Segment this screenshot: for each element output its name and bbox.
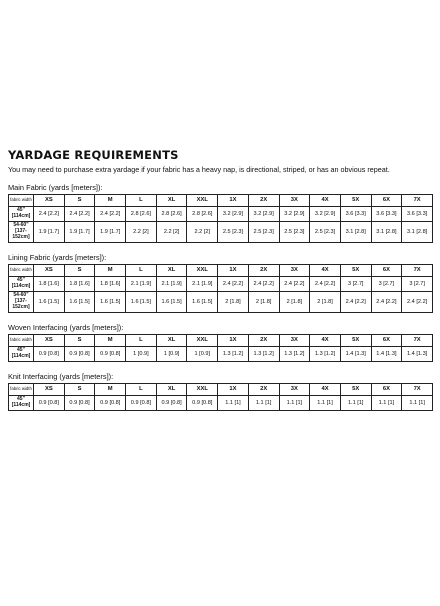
yardage-cell: 1.1 [1] bbox=[279, 396, 310, 411]
yardage-cell: 2.4 [2.2] bbox=[218, 277, 249, 292]
yardage-cell: 0.9 [0.8] bbox=[34, 396, 65, 411]
yardage-cell: 1.6 [1.5] bbox=[187, 292, 218, 313]
yardage-cell: 1.8 [1.6] bbox=[64, 277, 95, 292]
size-header: L bbox=[126, 195, 157, 207]
yardage-cell: 3.1 [2.8] bbox=[402, 222, 433, 243]
fabric-width-cell: 45" [114cm] bbox=[9, 207, 34, 222]
yardage-cell: 1.1 [1] bbox=[402, 396, 433, 411]
size-header: L bbox=[126, 265, 157, 277]
size-header: 1X bbox=[218, 384, 249, 396]
yardage-cell: 1.3 [1.2] bbox=[218, 347, 249, 362]
yardage-cell: 2.4 [2.2] bbox=[310, 277, 341, 292]
yardage-cell: 1.6 [1.5] bbox=[34, 292, 65, 313]
yardage-cell: 2.4 [2.2] bbox=[95, 207, 126, 222]
yardage-cell: 3.6 [3.3] bbox=[402, 207, 433, 222]
size-header: S bbox=[64, 265, 95, 277]
size-header: 7X bbox=[402, 265, 433, 277]
size-header: S bbox=[64, 195, 95, 207]
yardage-cell: 3.1 [2.8] bbox=[340, 222, 371, 243]
size-header: 2X bbox=[248, 335, 279, 347]
size-header: XS bbox=[34, 335, 65, 347]
table-row bbox=[9, 292, 433, 313]
yardage-cell: 3.6 [3.3] bbox=[340, 207, 371, 222]
yardage-cell: 2.4 [2.2] bbox=[248, 277, 279, 292]
size-header: XXL bbox=[187, 265, 218, 277]
fabric-width-cell: 54-60" [137-152cm] bbox=[9, 292, 34, 313]
size-header: 1X bbox=[218, 195, 249, 207]
table-row bbox=[9, 207, 433, 222]
size-header: M bbox=[95, 335, 126, 347]
size-header: XL bbox=[156, 384, 187, 396]
size-header: S bbox=[64, 335, 95, 347]
size-header: 3X bbox=[279, 335, 310, 347]
size-header: S bbox=[64, 384, 95, 396]
yardage-table bbox=[8, 383, 433, 411]
yardage-cell: 2.2 [2] bbox=[156, 222, 187, 243]
size-header: 5X bbox=[340, 265, 371, 277]
size-header: L bbox=[126, 335, 157, 347]
yardage-cell: 3.2 [2.9] bbox=[248, 207, 279, 222]
size-header: 1X bbox=[218, 335, 249, 347]
size-header: 7X bbox=[402, 384, 433, 396]
yardage-cell: 2 [1.8] bbox=[248, 292, 279, 313]
yardage-cell: 2.1 [1.9] bbox=[187, 277, 218, 292]
yardage-cell: 1.1 [1] bbox=[218, 396, 249, 411]
yardage-cell: 2 [1.8] bbox=[279, 292, 310, 313]
yardage-cell: 2.4 [2.2] bbox=[64, 207, 95, 222]
yardage-cell: 1.1 [1] bbox=[248, 396, 279, 411]
yardage-cell: 1.6 [1.5] bbox=[95, 292, 126, 313]
table-row bbox=[9, 347, 433, 362]
yardage-cell: 2.1 [1.9] bbox=[156, 277, 187, 292]
page-subtitle: You may need to purchase extra yardage if your fabric has a heavy nap, is directional, striped, or has an obvious repeat. bbox=[8, 165, 390, 174]
yardage-table bbox=[8, 194, 433, 243]
size-header: 6X bbox=[371, 195, 402, 207]
size-header: 4X bbox=[310, 195, 341, 207]
yardage-cell: 2.4 [2.2] bbox=[34, 207, 65, 222]
yardage-cell: 3 [2.7] bbox=[340, 277, 371, 292]
size-header: 6X bbox=[371, 265, 402, 277]
yardage-cell: 2.5 [2.3] bbox=[218, 222, 249, 243]
size-header: XL bbox=[156, 195, 187, 207]
yardage-cell: 0.9 [0.8] bbox=[126, 396, 157, 411]
yardage-cell: 2.8 [2.6] bbox=[187, 207, 218, 222]
yardage-cell: 0.9 [0.8] bbox=[64, 347, 95, 362]
size-header: L bbox=[126, 384, 157, 396]
yardage-cell: 1.1 [1] bbox=[310, 396, 341, 411]
yardage-cell: 1 [0.9] bbox=[187, 347, 218, 362]
yardage-cell: 1.9 [1.7] bbox=[64, 222, 95, 243]
fabric-width-cell: 54-60" [137-152cm] bbox=[9, 222, 34, 243]
yardage-cell: 1.8 [1.6] bbox=[95, 277, 126, 292]
table-header-row bbox=[9, 335, 433, 347]
yardage-cell: 0.9 [0.8] bbox=[64, 396, 95, 411]
size-header: 4X bbox=[310, 335, 341, 347]
yardage-cell: 1.6 [1.5] bbox=[126, 292, 157, 313]
yardage-cell: 1.1 [1] bbox=[340, 396, 371, 411]
size-header: 3X bbox=[279, 265, 310, 277]
yardage-cell: 2.1 [1.9] bbox=[126, 277, 157, 292]
size-header: M bbox=[95, 265, 126, 277]
size-header: 6X bbox=[371, 335, 402, 347]
yardage-cell: 1.4 [1.3] bbox=[402, 347, 433, 362]
table-header-row bbox=[9, 384, 433, 396]
size-header: 4X bbox=[310, 265, 341, 277]
fabric-width-header: fabric width bbox=[9, 195, 34, 207]
yardage-cell: 1.3 [1.2] bbox=[310, 347, 341, 362]
fabric-width-header: fabric width bbox=[9, 384, 34, 396]
yardage-cell: 2.8 [2.6] bbox=[156, 207, 187, 222]
yardage-cell: 0.9 [0.8] bbox=[34, 347, 65, 362]
size-header: 2X bbox=[248, 384, 279, 396]
yardage-sections bbox=[8, 183, 433, 411]
yardage-cell: 3.2 [2.9] bbox=[218, 207, 249, 222]
table-row bbox=[9, 222, 433, 243]
yardage-cell: 2.4 [2.2] bbox=[279, 277, 310, 292]
size-header: 3X bbox=[279, 384, 310, 396]
yardage-cell: 1.9 [1.7] bbox=[34, 222, 65, 243]
yardage-cell: 0.9 [0.8] bbox=[156, 396, 187, 411]
yardage-cell: 2.4 [2.2] bbox=[340, 292, 371, 313]
fabric-width-header: fabric width bbox=[9, 335, 34, 347]
yardage-cell: 3.2 [2.9] bbox=[310, 207, 341, 222]
section-label: Main Fabric (yards [meters]): bbox=[8, 183, 103, 192]
table-header-row bbox=[9, 195, 433, 207]
yardage-cell: 2.5 [2.3] bbox=[248, 222, 279, 243]
size-header: M bbox=[95, 195, 126, 207]
yardage-cell: 3 [2.7] bbox=[371, 277, 402, 292]
fabric-width-cell: 45" [114cm] bbox=[9, 396, 34, 411]
yardage-cell: 3 [2.7] bbox=[402, 277, 433, 292]
size-header: M bbox=[95, 384, 126, 396]
yardage-cell: 1 [0.9] bbox=[156, 347, 187, 362]
fabric-width-cell: 45" [114cm] bbox=[9, 347, 34, 362]
yardage-cell: 3.2 [2.9] bbox=[279, 207, 310, 222]
size-header: XXL bbox=[187, 335, 218, 347]
yardage-cell: 2.2 [2] bbox=[126, 222, 157, 243]
yardage-cell: 2.4 [2.2] bbox=[371, 292, 402, 313]
yardage-cell: 3.6 [3.3] bbox=[371, 207, 402, 222]
size-header: XS bbox=[34, 265, 65, 277]
size-header: 2X bbox=[248, 195, 279, 207]
yardage-cell: 0.9 [0.8] bbox=[95, 347, 126, 362]
size-header: 3X bbox=[279, 195, 310, 207]
yardage-cell: 0.9 [0.8] bbox=[95, 396, 126, 411]
size-header: XL bbox=[156, 265, 187, 277]
fabric-width-header: fabric width bbox=[9, 265, 34, 277]
yardage-cell: 2.5 [2.3] bbox=[279, 222, 310, 243]
size-header: XXL bbox=[187, 384, 218, 396]
size-header: 2X bbox=[248, 265, 279, 277]
yardage-cell: 1 [0.9] bbox=[126, 347, 157, 362]
yardage-cell: 1.6 [1.5] bbox=[64, 292, 95, 313]
yardage-cell: 1.3 [1.2] bbox=[248, 347, 279, 362]
yardage-cell: 2.4 [2.2] bbox=[402, 292, 433, 313]
size-header: 5X bbox=[340, 384, 371, 396]
size-header: 5X bbox=[340, 195, 371, 207]
size-header: XS bbox=[34, 195, 65, 207]
size-header: XL bbox=[156, 335, 187, 347]
yardage-cell: 3.1 [2.8] bbox=[371, 222, 402, 243]
section-label: Woven Interfacing (yards [meters]): bbox=[8, 323, 124, 332]
yardage-cell: 2 [1.8] bbox=[310, 292, 341, 313]
section-label: Lining Fabric (yards [meters]): bbox=[8, 253, 107, 262]
yardage-cell: 1.3 [1.2] bbox=[279, 347, 310, 362]
size-header: XXL bbox=[187, 195, 218, 207]
yardage-cell: 1.9 [1.7] bbox=[95, 222, 126, 243]
size-header: XS bbox=[34, 384, 65, 396]
section-label: Knit Interfacing (yards [meters]): bbox=[8, 372, 114, 381]
yardage-cell: 1.4 [1.3] bbox=[371, 347, 402, 362]
yardage-table bbox=[8, 264, 433, 313]
yardage-cell: 0.9 [0.8] bbox=[187, 396, 218, 411]
yardage-cell: 1.1 [1] bbox=[371, 396, 402, 411]
yardage-document bbox=[8, 148, 433, 421]
yardage-cell: 1.4 [1.3] bbox=[340, 347, 371, 362]
yardage-cell: 2.8 [2.6] bbox=[126, 207, 157, 222]
yardage-cell: 2 [1.8] bbox=[218, 292, 249, 313]
size-header: 7X bbox=[402, 195, 433, 207]
fabric-width-cell: 45" [114cm] bbox=[9, 277, 34, 292]
yardage-cell: 2.5 [2.3] bbox=[310, 222, 341, 243]
yardage-cell: 1.8 [1.6] bbox=[34, 277, 65, 292]
table-header-row bbox=[9, 265, 433, 277]
table-row bbox=[9, 277, 433, 292]
size-header: 6X bbox=[371, 384, 402, 396]
yardage-table bbox=[8, 334, 433, 362]
page-title: YARDAGE REQUIREMENTS bbox=[8, 148, 179, 162]
size-header: 4X bbox=[310, 384, 341, 396]
size-header: 5X bbox=[340, 335, 371, 347]
size-header: 1X bbox=[218, 265, 249, 277]
size-header: 7X bbox=[402, 335, 433, 347]
table-row bbox=[9, 396, 433, 411]
yardage-cell: 2.2 [2] bbox=[187, 222, 218, 243]
yardage-cell: 1.6 [1.5] bbox=[156, 292, 187, 313]
